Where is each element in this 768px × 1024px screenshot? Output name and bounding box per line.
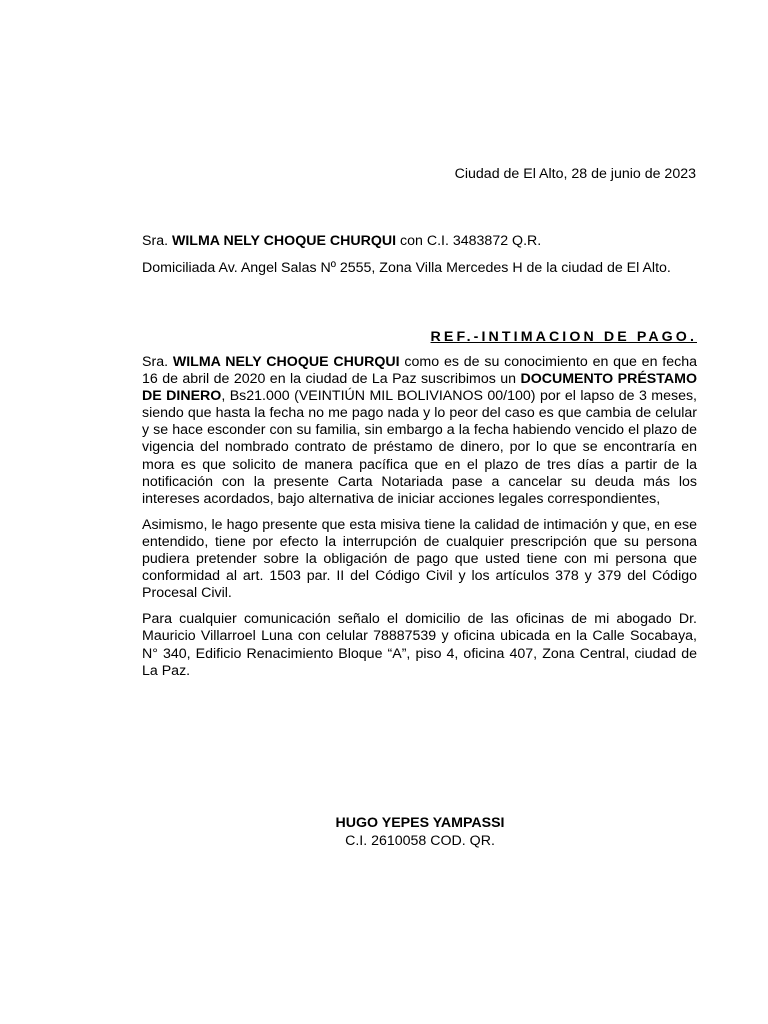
paragraph-notice (142, 354, 697, 508)
paragraph-notice-prefix: Sra. (142, 354, 173, 370)
signature-block (0, 814, 768, 850)
date-line: Ciudad de El Alto, 28 de junio de 2023 (454, 166, 696, 182)
reference-heading: REF.-INTIMACION DE PAGO. (430, 329, 697, 345)
paragraph-notice-text-1: como es de su conocimiento en que en fecha 16 de abril de 2020 en la ciudad de La Paz suscribimos un (142, 354, 697, 388)
addressee-id: con C.I. 3483872 Q.R. (396, 233, 542, 249)
addressee-line (142, 228, 697, 255)
addressee-prefix: Sra. (142, 233, 172, 249)
addressee-block (142, 228, 697, 282)
letter-body (142, 354, 697, 689)
addressee-address: Domiciliada Av. Angel Salas Nº 2555, Zona Villa Mercedes H de la ciudad de El Alto. (142, 260, 671, 276)
signatory-name: HUGO YEPES YAMPASSI (335, 815, 505, 831)
addressee-name: WILMA NELY CHOQUE CHURQUI (171, 233, 397, 249)
signatory-id: C.I. 2610058 COD. QR. (345, 833, 495, 849)
paragraph-notice-text-2: , Bs21.000 (VEINTIÚN MIL BOLIVIANOS 00/100) por el lapso de 3 meses, siendo que hasta la fecha no me pago nada y lo peor del caso es que cambia de celular y se hace esconder con su familia, sin embargo a la fecha habiendo vencido el plazo de vigencia del nombrado contrato de préstamo de dinero, por lo que se encontraría en mora es que solicito de manera pacífica que en el plazo de tres días a partir de la notificación con la presente Carta Notariada pase a cancelar su deuda más los intereses acordados, bajo alternativa de iniciar acciones legales correspondientes, (142, 388, 697, 507)
paragraph-intimation: Asimismo, le hago presente que esta misiva tiene la calidad de intimación y que, en ese entendido, tiene por efecto la interrupción de cualquier prescripción que su persona pudiera pretender sobre la obligación de pago que usted tiene con mi persona que conformidad al art. 1503 par. II del Código Civil y los artículos 378 y 379 del Código Procesal Civil. (142, 516, 697, 602)
debtor-name: WILMA NELY CHOQUE CHURQUI (172, 354, 400, 370)
paragraph-contact: Para cualquier comunicación señalo el domicilio de las oficinas de mi abogado Dr. Mauricio Villarroel Luna con celular 78887539 y oficina ubicada en la Calle Socabaya, N° 340, Edificio Renacimiento Bloque “A”, piso 4, oficina 407, Zona Central, ciudad de La Paz. (142, 611, 697, 679)
document-title: DOCUMENTO PRÉSTAMO DE DINERO (142, 371, 697, 405)
